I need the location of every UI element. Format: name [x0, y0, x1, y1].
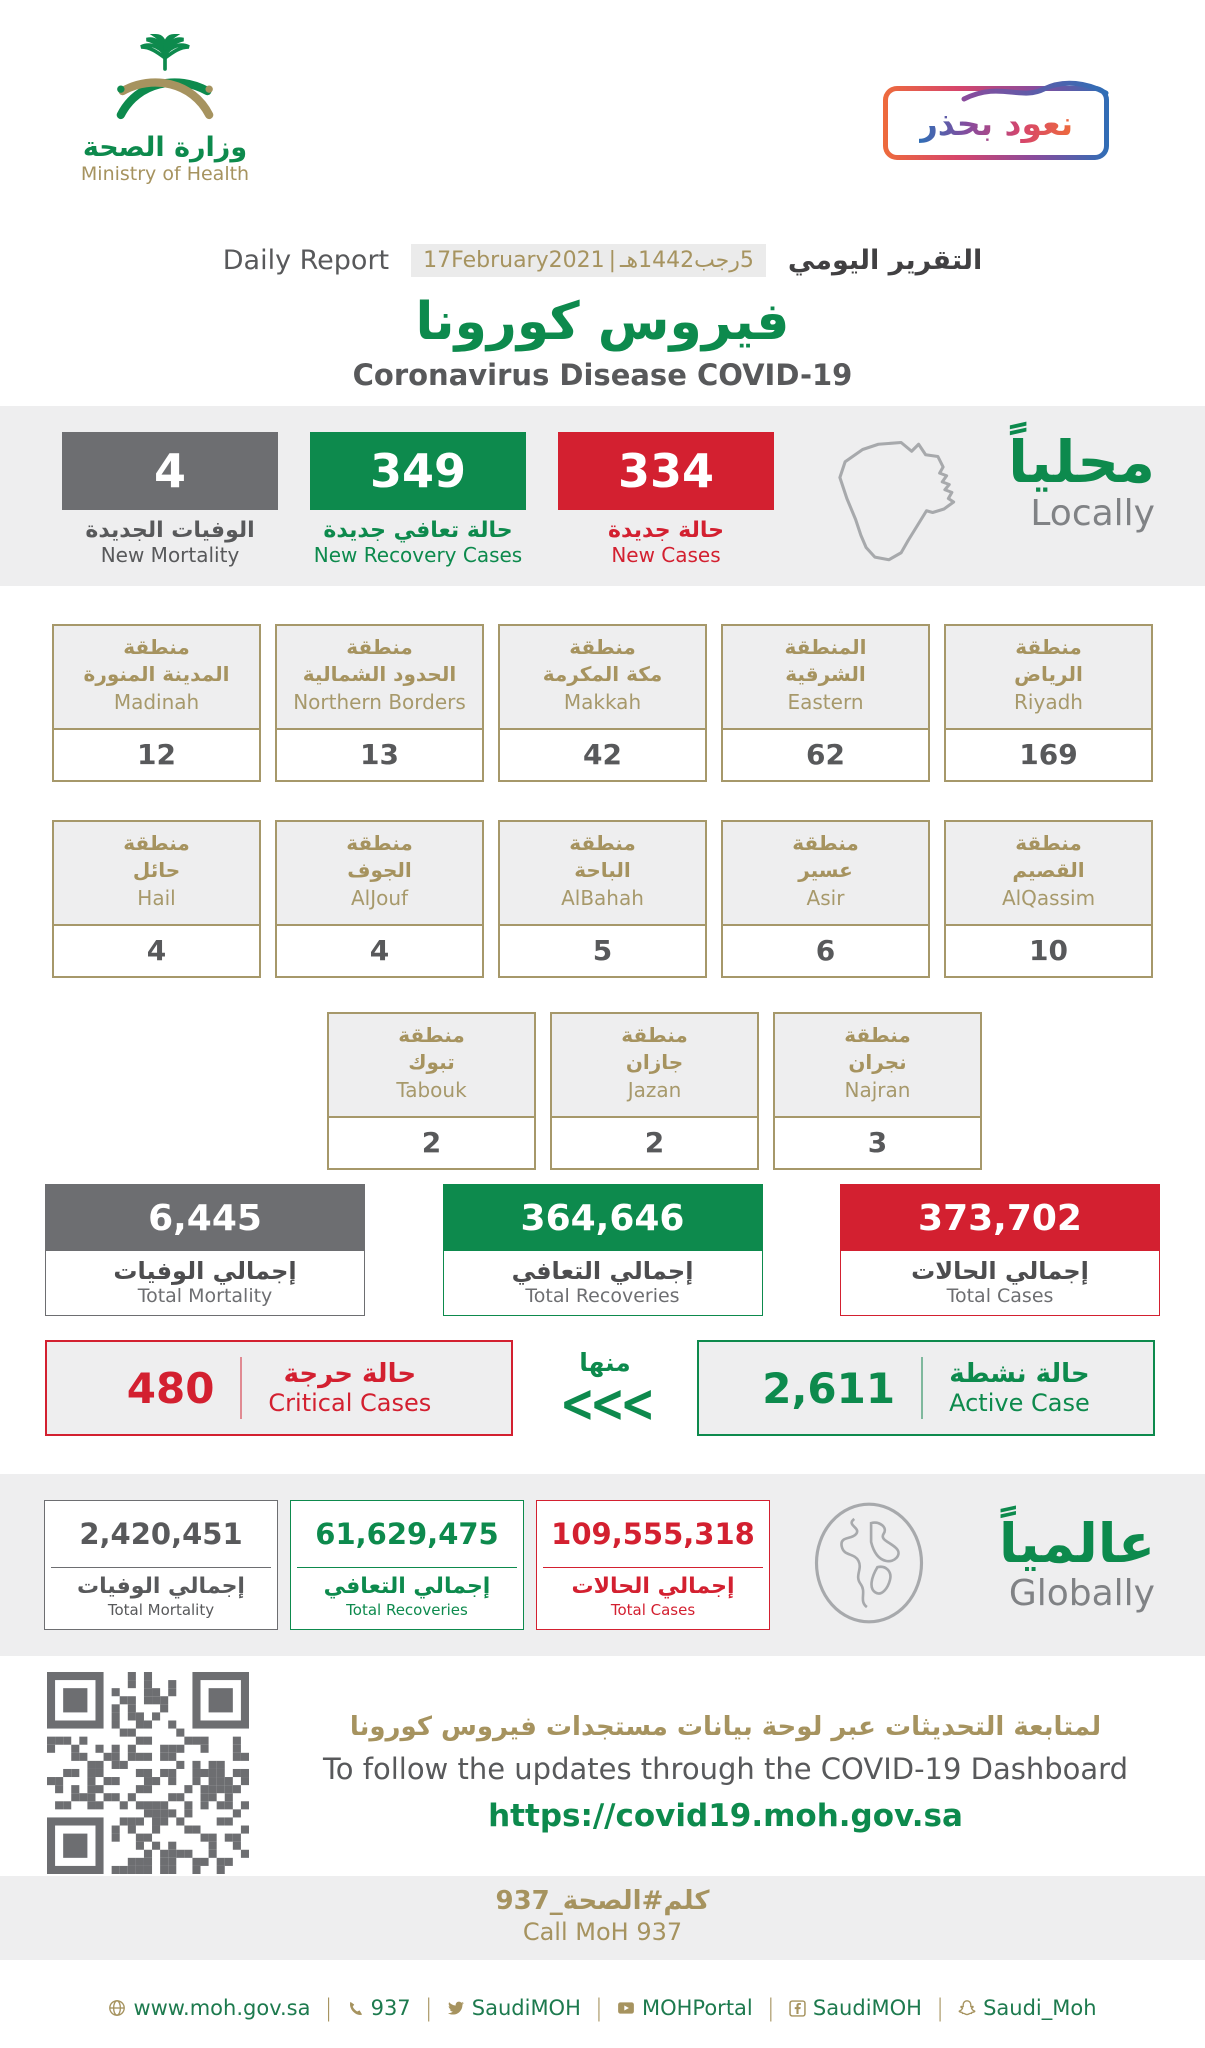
region-value: 10	[1029, 934, 1068, 967]
critical-cases-box	[45, 1340, 513, 1436]
daily-report-arabic: التقرير اليومي	[787, 245, 983, 276]
region-prefix: منطقة	[1015, 831, 1082, 855]
of-which-label-ar: منها	[579, 1348, 631, 1377]
region-prefix: منطقة	[569, 831, 636, 855]
dashboard-line-ar: لمتابعة التحديثات عبر لوحة بيانات مستجدات فيروس كورونا	[349, 1712, 1102, 1742]
region-name-en: Madinah	[113, 690, 200, 714]
footer-youtube-link[interactable]	[617, 1996, 753, 2020]
region-value: 12	[137, 738, 176, 771]
region-prefix: منطقة	[844, 1023, 911, 1047]
total-recoveries-label-ar: إجمالي التعافي	[511, 1257, 694, 1285]
total-mortality-value: 6,445	[46, 1185, 364, 1251]
total-cases-label-ar: إجمالي الحالات	[911, 1257, 1089, 1285]
region-name-ar: الحدود الشمالية	[302, 662, 457, 686]
globe-icon	[108, 1999, 126, 2017]
region-value: 169	[1019, 738, 1078, 771]
region-value: 3	[867, 1126, 888, 1159]
globally-heading	[999, 1512, 1155, 1614]
total-cases-value: 373,702	[841, 1185, 1159, 1251]
region-prefix: منطقة	[569, 635, 636, 659]
total-mortality-label-ar: إجمالي الوفيات	[113, 1257, 297, 1285]
date-gregorian: 17February2021	[423, 248, 605, 273]
twitter-icon	[447, 1999, 465, 2017]
region-card-makkah	[498, 624, 707, 782]
global-cases-card	[536, 1500, 770, 1630]
new-recoveries-stat	[310, 432, 526, 567]
new-mortality-stat	[62, 432, 278, 567]
region-value: 62	[806, 738, 845, 771]
globe-icon	[806, 1500, 932, 1630]
of-which-indicator	[559, 1348, 651, 1435]
region-name-en: Asir	[806, 886, 845, 910]
locally-heading-en: Locally	[1030, 492, 1155, 534]
footer-label: www.moh.gov.sa	[133, 1996, 311, 2020]
global-cases-label-en: Total Cases	[610, 1601, 696, 1619]
region-name-en: Hail	[137, 886, 176, 910]
region-name-ar: الجوف	[347, 858, 412, 882]
call-moh-en: Call MoH 937	[522, 1918, 683, 1946]
footer-label: SaudiMOH	[812, 1996, 922, 2020]
footer-contact-bar	[0, 1994, 1205, 2022]
qr-code	[45, 1672, 251, 1874]
region-card-asir	[721, 820, 930, 978]
call-moh-section	[0, 1876, 1205, 1960]
footer-phone[interactable]	[347, 1996, 411, 2020]
regions-row-1	[52, 624, 1153, 782]
youtube-icon	[617, 1999, 635, 2017]
region-prefix: منطقة	[123, 635, 190, 659]
active-cases-label-ar: حالة نشطة	[949, 1359, 1090, 1389]
new-recoveries-label-ar: حالة تعافي جديدة	[323, 518, 513, 543]
region-name-en: Tabouk	[396, 1078, 467, 1102]
region-name-en: Najran	[844, 1078, 911, 1102]
facebook-icon	[789, 2000, 806, 2017]
global-cases-label-ar: إجمالي الحالات	[571, 1574, 735, 1599]
region-card-madinah	[52, 624, 261, 782]
footer-website-link[interactable]	[108, 1996, 310, 2020]
divider: |	[766, 1994, 775, 2022]
new-cases-value: 334	[558, 432, 774, 510]
globally-heading-en: Globally	[1008, 1572, 1155, 1614]
badge-swoosh-icon	[960, 75, 1110, 105]
region-name-ar: مكة المكرمة	[542, 662, 663, 686]
region-value: 6	[815, 934, 836, 967]
region-prefix: منطقة	[792, 831, 859, 855]
region-name-en: AlQassim	[1001, 886, 1096, 910]
region-prefix: المنطقة	[784, 635, 867, 659]
phone-icon	[347, 2000, 364, 2017]
active-cases-label-en: Active Case	[949, 1389, 1090, 1417]
region-name-en: Eastern	[787, 690, 864, 714]
new-recoveries-value: 349	[310, 432, 526, 510]
global-cases-value: 109,555,318	[551, 1517, 755, 1551]
regions-row-2	[52, 820, 1153, 978]
total-recoveries-label-en: Total Recoveries	[525, 1285, 680, 1307]
region-name-ar: القصيم	[1012, 858, 1085, 882]
locally-heading-ar: محلياً	[1008, 428, 1155, 496]
global-mortality-value: 2,420,451	[79, 1517, 243, 1551]
region-prefix: منطقة	[621, 1023, 688, 1047]
divider	[921, 1357, 923, 1419]
region-name-en: AlBahah	[561, 886, 644, 910]
total-mortality-card	[45, 1184, 365, 1316]
region-name-ar: حائل	[132, 858, 181, 882]
global-mortality-label-en: Total Mortality	[107, 1601, 215, 1619]
global-recoveries-value: 61,629,475	[315, 1517, 499, 1551]
region-value: 5	[592, 934, 613, 967]
date-hijri: 5رجب1442هـ	[620, 248, 754, 273]
new-cases-label-ar: حالة جديدة	[608, 518, 724, 543]
region-name-en: AlJouf	[350, 886, 409, 910]
region-name-en: Makkah	[563, 690, 642, 714]
region-name-ar: جازان	[625, 1050, 684, 1074]
saudi-arabia-map-icon	[820, 432, 970, 576]
new-cases-label-en: New Cases	[611, 543, 721, 567]
divider: |	[594, 1994, 603, 2022]
region-prefix: منطقة	[346, 635, 413, 659]
critical-active-row	[45, 1340, 1155, 1436]
chevrons-left-icon: <<<	[559, 1372, 651, 1435]
region-card-jazan	[550, 1012, 759, 1170]
new-recoveries-label-en: New Recovery Cases	[313, 543, 523, 567]
region-name-ar: الشرقية	[785, 662, 866, 686]
region-name-ar: تبوك	[408, 1050, 455, 1074]
region-name-ar: الباحة	[574, 858, 631, 882]
critical-cases-label-en: Critical Cases	[268, 1389, 432, 1417]
globally-heading-ar: عالمياً	[999, 1512, 1155, 1576]
new-mortality-value: 4	[62, 432, 278, 510]
region-value: 42	[583, 738, 622, 771]
region-card-riyadh	[944, 624, 1153, 782]
total-mortality-label-en: Total Mortality	[137, 1285, 273, 1307]
region-prefix: منطقة	[398, 1023, 465, 1047]
total-recoveries-card	[443, 1184, 763, 1316]
dashboard-line-en: To follow the updates through the COVID-19 Dashboard	[323, 1752, 1128, 1786]
region-name-en: Jazan	[627, 1078, 682, 1102]
region-card-eastern	[721, 624, 930, 782]
footer-label: MOHPortal	[641, 1996, 753, 2020]
region-value: 2	[421, 1126, 442, 1159]
moh-logo	[60, 34, 270, 185]
region-name-en: Northern Borders	[293, 690, 466, 714]
region-card-albahah	[498, 820, 707, 978]
region-card-najran	[773, 1012, 982, 1170]
new-mortality-label-en: New Mortality	[100, 543, 240, 567]
ministry-name-arabic: وزارة الصحة	[82, 132, 248, 163]
ministry-name-english: Ministry of Health	[80, 163, 250, 185]
footer-twitter-link[interactable]	[447, 1996, 581, 2020]
return-with-caution-badge	[883, 86, 1109, 160]
region-prefix: منطقة	[346, 831, 413, 855]
global-mortality-card	[44, 1500, 278, 1630]
region-card-hail	[52, 820, 261, 978]
global-recoveries-label-ar: إجمالي التعافي	[323, 1574, 491, 1599]
divider: |	[324, 1994, 333, 2022]
region-prefix: منطقة	[1015, 635, 1082, 659]
footer-label: SaudiMOH	[471, 1996, 581, 2020]
locally-section	[0, 406, 1205, 586]
date-separator: |	[608, 248, 617, 273]
footer-snapchat-link[interactable]	[958, 1996, 1096, 2020]
divider: |	[424, 1994, 433, 2022]
footer-label: 937	[370, 1996, 411, 2020]
regions-row-3	[327, 1012, 982, 1170]
divider	[240, 1357, 242, 1419]
total-cases-card	[840, 1184, 1160, 1316]
global-recoveries-label-en: Total Recoveries	[346, 1601, 468, 1619]
footer-facebook-link[interactable]	[789, 1996, 922, 2020]
page-title-english: Coronavirus Disease COVID-19	[352, 358, 853, 392]
critical-cases-value: 480	[126, 1363, 215, 1413]
active-cases-box	[697, 1340, 1155, 1436]
daily-report-english: Daily Report	[222, 245, 390, 276]
report-date	[411, 244, 766, 277]
region-name-ar: الرياض	[1014, 662, 1083, 686]
footer-label: Saudi_Moh	[983, 1996, 1097, 2020]
new-mortality-label-ar: الوفيات الجديدة	[85, 518, 255, 543]
locally-heading	[1008, 428, 1155, 534]
region-value: 4	[146, 934, 167, 967]
region-name-ar: عسير	[798, 858, 853, 882]
critical-cases-label-ar: حالة حرجة	[283, 1359, 417, 1389]
region-value: 13	[360, 738, 399, 771]
region-name-ar: المدينة المنورة	[83, 662, 230, 686]
region-card-aljouf	[275, 820, 484, 978]
total-cases-label-en: Total Cases	[946, 1285, 1054, 1307]
moh-palm-swords-icon	[100, 111, 230, 130]
region-prefix: منطقة	[123, 831, 190, 855]
region-name-ar: نجران	[848, 1050, 907, 1074]
total-recoveries-value: 364,646	[444, 1185, 762, 1251]
totals-row	[45, 1184, 1160, 1316]
badge-text: نعود بحذر	[918, 103, 1074, 143]
page-title-arabic: فيروس كورونا	[415, 292, 790, 352]
region-name-en: Riyadh	[1014, 690, 1083, 714]
dashboard-url-link[interactable]: https://covid19.moh.gov.sa	[488, 1798, 963, 1834]
active-cases-value: 2,611	[762, 1363, 896, 1413]
new-cases-stat	[558, 432, 774, 567]
globally-section	[0, 1474, 1205, 1656]
call-moh-ar: كلم#الصحة_937	[495, 1886, 710, 1916]
region-card-tabouk	[327, 1012, 536, 1170]
global-recoveries-card	[290, 1500, 524, 1630]
report-header-row	[0, 244, 1205, 277]
region-card-northern-borders	[275, 624, 484, 782]
divider: |	[935, 1994, 945, 2022]
region-value: 2	[644, 1126, 665, 1159]
region-card-alqassim	[944, 820, 1153, 978]
dashboard-section	[45, 1672, 1160, 1874]
region-value: 4	[369, 934, 390, 967]
global-mortality-label-ar: إجمالي الوفيات	[77, 1574, 245, 1599]
snapchat-icon	[958, 1999, 976, 2017]
